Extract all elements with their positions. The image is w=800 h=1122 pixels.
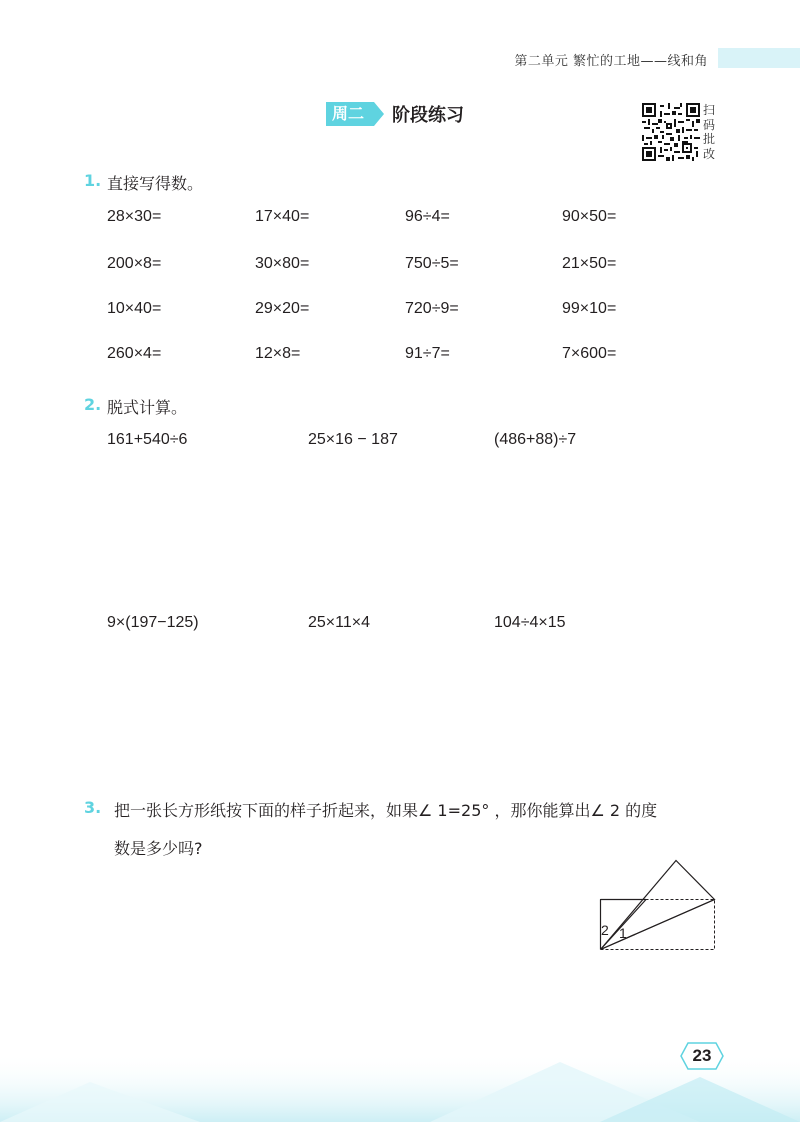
q1-expression: 12×8= (255, 345, 301, 362)
q1-expression: 28×30= (107, 208, 162, 225)
angle-2-label: 2 (601, 922, 609, 938)
q1-expression: 7×600= (562, 345, 617, 362)
section-title (326, 101, 464, 127)
q2-expression: (486+88)÷7 (494, 431, 577, 448)
folded-paper-figure (596, 856, 720, 956)
q1-expression: 29×20= (255, 300, 310, 317)
q1-expression: 720÷9= (405, 300, 459, 317)
q2-expression: 104÷4×15 (494, 614, 566, 631)
q2-expression: 25×11×4 (308, 614, 370, 631)
qr-label-char: 扫 (703, 103, 716, 117)
qr-label-char: 码 (703, 117, 716, 132)
qr-label-char: 批 (703, 132, 716, 146)
day-tag: 周二 (326, 102, 374, 126)
q1-expression: 99×10= (562, 300, 617, 317)
chapter-header: 第二单元 繁忙的工地——线和角 (514, 54, 708, 69)
question-1-number: 1. (84, 171, 102, 190)
header-accent-bar (718, 48, 800, 68)
qr-label-char: 改 (703, 146, 716, 161)
page-title: 阶段练习 (392, 105, 465, 126)
q1-expression: 17×40= (255, 208, 310, 225)
q2-expression: 25×16 − 187 (308, 431, 398, 448)
q1-expression: 260×4= (107, 345, 162, 362)
q1-expression: 91÷7= (405, 345, 450, 362)
qr-code-icon[interactable] (642, 103, 700, 161)
question-3-text-line1: 把一张长方形纸按下面的样子折起来，如果∠ 1=25° ，那你能算出∠ 2 的度 (114, 801, 658, 820)
angle-1-label: 1 (619, 925, 627, 941)
q1-expression: 30×80= (255, 255, 310, 272)
q1-expression: 90×50= (562, 208, 617, 225)
question-2-number: 2. (84, 395, 102, 414)
question-1-text: 直接写得数。 (107, 174, 204, 193)
q1-expression: 750÷5= (405, 255, 459, 272)
page-number: 23 (692, 1046, 712, 1065)
q2-expression: 9×(197−125) (107, 614, 199, 631)
qr-label (703, 103, 717, 161)
question-3-text-line2: 数是多少吗? (114, 839, 203, 858)
q1-expression: 10×40= (107, 300, 162, 317)
q1-expression: 21×50= (562, 255, 617, 272)
q1-expression: 200×8= (107, 255, 162, 272)
q1-expression: 96÷4= (405, 208, 450, 225)
question-3-number: 3. (84, 798, 102, 817)
q2-expression: 161+540÷6 (107, 431, 188, 448)
question-2-text: 脱式计算。 (107, 398, 188, 417)
